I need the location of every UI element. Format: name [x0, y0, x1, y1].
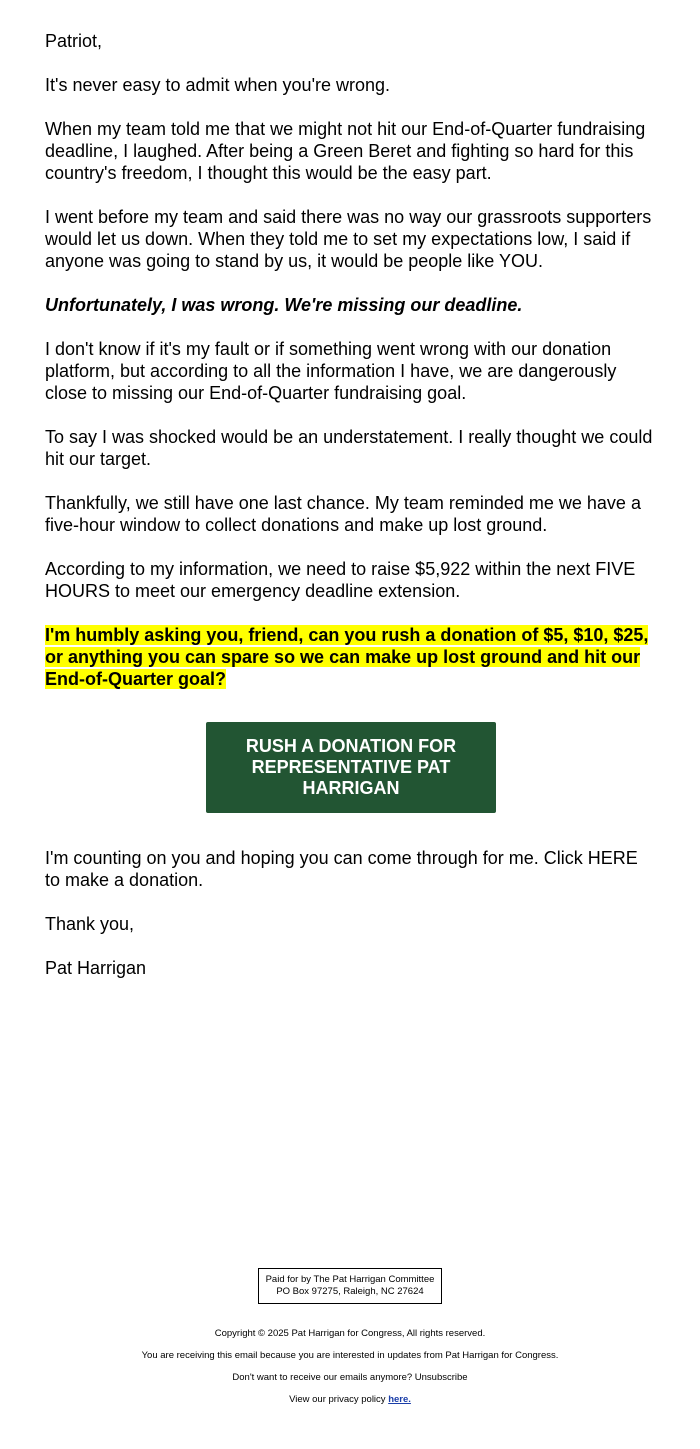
- signoff: Thank you,: [45, 914, 135, 934]
- paragraph-donation-platform: I don't know if it's my fault or if something went wrong with our donation platform, but according to all the information I have, we are dangerously close to missing our End-of-Quarter fundraising goal.: [45, 339, 617, 403]
- paragraph-missing-deadline: Unfortunately, I was wrong. We're missing our deadline.: [45, 295, 523, 315]
- paid-for-line: Paid for by The Pat Harrigan Committee: [265, 1274, 435, 1285]
- privacy-prefix: View our privacy policy: [289, 1394, 389, 1405]
- signature: Pat Harrigan: [45, 958, 147, 978]
- unsubscribe-text[interactable]: Don't want to receive our emails anymore? Unsubscribe: [232, 1372, 468, 1383]
- privacy-policy-line: [0, 1394, 700, 1406]
- paragraph-shocked: To say I was shocked would be an understatement. I really thought we could hit our target.: [45, 427, 653, 469]
- receiving-reason-text: You are receiving this email because you are interested in updates from Pat Harrigan for Congress.: [141, 1350, 559, 1361]
- paragraph-raise-amount: According to my information, we need to raise $5,922 within the next FIVE HOURS to meet our emergency deadline extension.: [45, 559, 636, 601]
- email-footer: [0, 1268, 700, 1406]
- paragraph-ask: [45, 624, 657, 690]
- greeting: Patriot,: [45, 31, 103, 51]
- donate-button[interactable]: RUSH A DONATION FOR REPRESENTATIVE PAT HARRIGAN: [206, 722, 496, 813]
- paragraph-admit-wrong: It's never easy to admit when you're wrong.: [45, 75, 391, 95]
- privacy-policy-link[interactable]: here.: [388, 1394, 411, 1405]
- paid-for-address: PO Box 97275, Raleigh, NC 27624: [276, 1286, 424, 1297]
- copyright-text: Copyright © 2025 Pat Harrigan for Congress, All rights reserved.: [214, 1328, 486, 1339]
- paragraph-team-deadline: When my team told me that we might not hit our End-of-Quarter fundraising deadline, I laughed. After being a Green Beret and fighting so hard for this country's freedom, I thought this would be the easy part.: [45, 119, 646, 183]
- paragraph-click-here: I'm counting on you and hoping you can come through for me. Click HERE to make a donation.: [45, 848, 638, 890]
- paragraph-grassroots: I went before my team and said there was no way our grassroots supporters would let us down. When they told me to set my expectations low, I said if anyone was going to stand by us, it would be people like YOU.: [45, 207, 652, 271]
- email-body: [45, 30, 657, 1001]
- highlighted-ask: I'm humbly asking you, friend, can you rush a donation of $5, $10, $25, or anything you can spare so we can make up lost ground and hit our End-of-Quarter goal?: [45, 625, 649, 689]
- paid-for-disclaimer: [258, 1268, 443, 1304]
- cta-container: [45, 722, 657, 813]
- paragraph-last-chance: Thankfully, we still have one last chance. My team reminded me we have a five-hour window to collect donations and make up lost ground.: [45, 493, 641, 535]
